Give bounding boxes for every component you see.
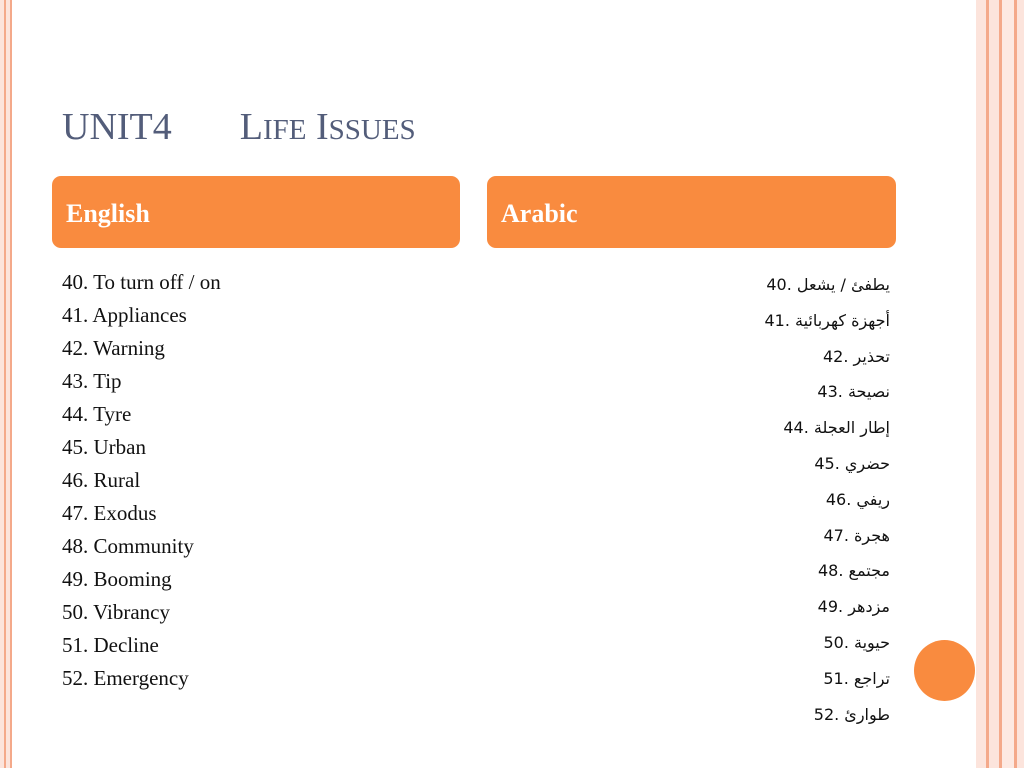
list-item: 41. Appliances — [62, 303, 187, 327]
decorative-circle — [914, 640, 975, 701]
list-item: 40. يطفئ / يشعل — [766, 275, 890, 294]
list-item: 42. Warning — [62, 336, 165, 360]
right-decorative-stripes — [976, 0, 1024, 768]
list-item: 43. نصيحة — [817, 382, 890, 402]
list-item: 49. مزدهر — [817, 597, 890, 617]
list-item: 48. مجتمع — [817, 561, 890, 581]
list-item: 43. Tip — [62, 369, 122, 393]
list-item: 40. To turn off / on — [62, 270, 221, 294]
list-item: 52. طوارئ — [813, 704, 890, 724]
list-item: 45. Urban — [62, 435, 146, 459]
stripe — [989, 0, 999, 768]
list-item: 42. تحذير — [823, 346, 890, 366]
list-item: 46. Rural — [62, 468, 141, 492]
list-item: 49. Booming — [62, 567, 172, 591]
arabic-column-header: Arabic — [487, 176, 896, 248]
stripe — [1017, 0, 1024, 768]
left-decorative-border — [0, 0, 12, 768]
title-life-rest: IFE — [262, 114, 307, 146]
english-vocabulary-list — [62, 266, 221, 695]
title-issues-rest: SSUES — [328, 114, 416, 146]
english-column-header: English — [52, 176, 460, 248]
list-item: 47. هجرة — [823, 525, 890, 545]
list-item: 48. Community — [62, 534, 194, 558]
list-item: 50. Vibrancy — [62, 600, 170, 624]
list-item: 47. Exodus — [62, 501, 157, 525]
list-item: 41. أجهزة كهربائية — [764, 310, 890, 330]
stripe — [1002, 0, 1014, 768]
list-item: 44. إطار العجلة — [783, 418, 890, 438]
slide-title — [62, 105, 416, 149]
title-issues-initial: I — [315, 106, 329, 148]
list-item: 44. Tyre — [62, 402, 132, 426]
list-item: 52. Emergency — [62, 666, 189, 690]
stripe — [976, 0, 986, 768]
list-item: 50. حيوية — [823, 632, 890, 652]
title-life-initial: L — [239, 106, 263, 148]
list-item: 51. Decline — [62, 633, 159, 657]
list-item: 46. ريفي — [825, 489, 890, 509]
unit-label: UNIT4 — [62, 106, 172, 148]
list-item: 51. تراجع — [823, 668, 890, 688]
list-item: 45. حضري — [814, 453, 890, 473]
arabic-vocabulary-list — [764, 267, 890, 732]
